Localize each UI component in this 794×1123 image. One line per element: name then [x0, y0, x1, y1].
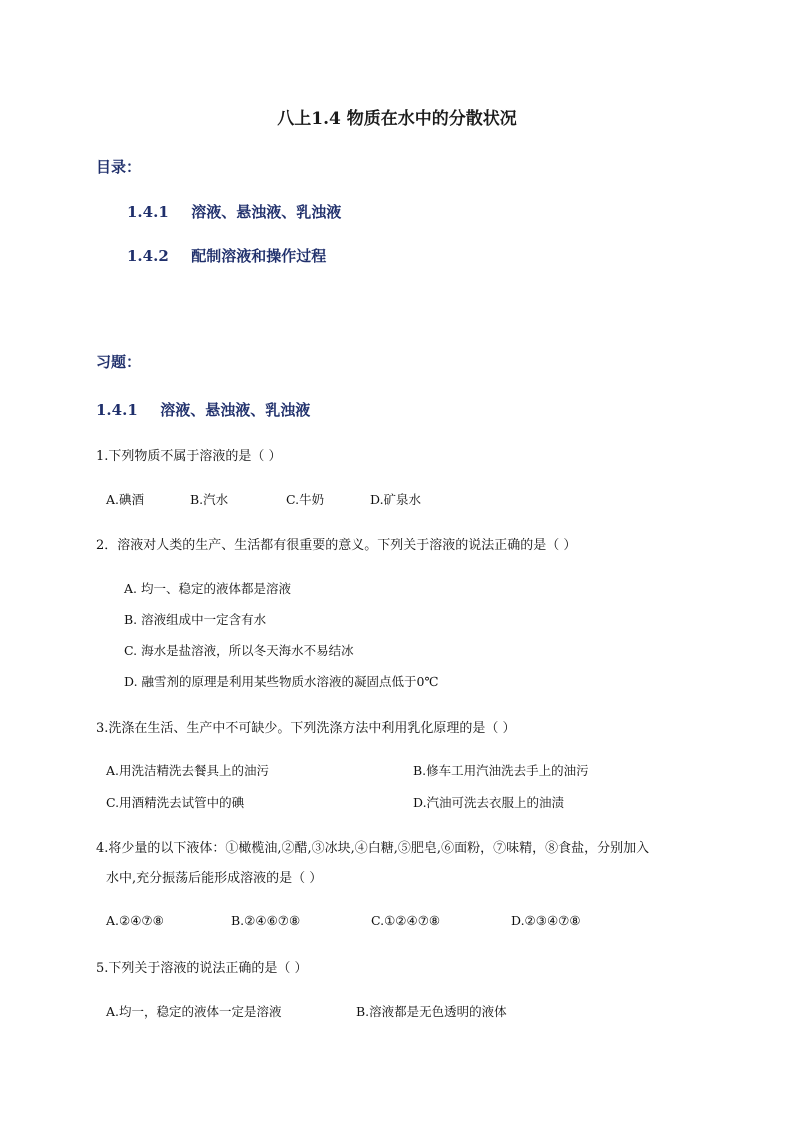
question-2-option-c: C. 海水是盐溶液，所以冬天海水不易结冰 [124, 643, 354, 658]
question-3-option-c: C.用酒精洗去试管中的碘 [106, 795, 245, 810]
question-3-option-b: B.修车工用汽油洗去手上的油污 [413, 763, 589, 778]
question-1-option-d: D.矿泉水 [370, 492, 422, 507]
toc-item-2[interactable] [127, 245, 326, 266]
toc-item-number: 1.4.2 [127, 247, 169, 265]
question-1-option-b: B.汽水 [190, 492, 229, 507]
question-4-stem-line-2: 水中,充分振荡后能形成溶液的是（ ） [106, 871, 323, 886]
exercise-section-heading [96, 399, 310, 420]
page-title: 八上1.4 物质在水中的分散状况 [277, 109, 517, 129]
question-2-option-d: D. 融雪剂的原理是利用某些物质水溶液的凝固点低于0℃ [124, 674, 439, 689]
question-1-option-a: A.碘酒 [106, 492, 145, 507]
question-4-option-a: A.②④⑦⑧ [106, 913, 164, 928]
section-number: 1.4.1 [96, 401, 138, 419]
toc-item-label: 配制溶液和操作过程 [191, 247, 327, 265]
question-3-option-d: D.汽油可洗去衣服上的油渍 [413, 795, 565, 810]
question-1-stem: 1.下列物质不属于溶液的是（ ） [96, 449, 282, 464]
question-4-option-c: C.①②④⑦⑧ [371, 913, 441, 928]
section-label: 溶液、悬浊液、乳浊液 [160, 401, 311, 419]
question-5-stem: 5.下列关于溶液的说法正确的是（ ） [96, 961, 308, 976]
question-5-option-b: B.溶液都是无色透明的液体 [356, 1004, 507, 1019]
question-1-option-c: C.牛奶 [286, 492, 325, 507]
toc-heading: 目录： [96, 158, 142, 176]
question-2-option-a: A. 均一、稳定的液体都是溶液 [124, 581, 291, 596]
toc-item-label: 溶液、悬浊液、乳浊液 [191, 203, 342, 221]
question-3-stem: 3.洗涤在生活、生产中不可缺少。下列洗涤方法中利用乳化原理的是（ ） [96, 721, 516, 736]
exercises-heading: 习题： [96, 353, 142, 371]
question-4-option-d: D.②③④⑦⑧ [511, 913, 581, 928]
toc-item-number: 1.4.1 [127, 203, 169, 221]
question-4-option-b: B.②④⑥⑦⑧ [231, 913, 301, 928]
question-5-option-a: A.均一，稳定的液体一定是溶液 [106, 1004, 282, 1019]
question-2-stem: 2．溶液对人类的生产、生活都有很重要的意义。下列关于溶液的说法正确的是（ ） [96, 538, 577, 553]
question-4-stem-line-1: 4.将少量的以下液体：①橄榄油,②醋,③冰块,④白糖,⑤肥皂,⑥面粉，⑦味精，⑧食盐，分别加入 [96, 841, 650, 856]
toc-item-1[interactable] [127, 201, 341, 222]
question-3-option-a: A.用洗洁精洗去餐具上的油污 [106, 763, 270, 778]
question-2-option-b: B. 溶液组成中一定含有水 [124, 612, 267, 627]
